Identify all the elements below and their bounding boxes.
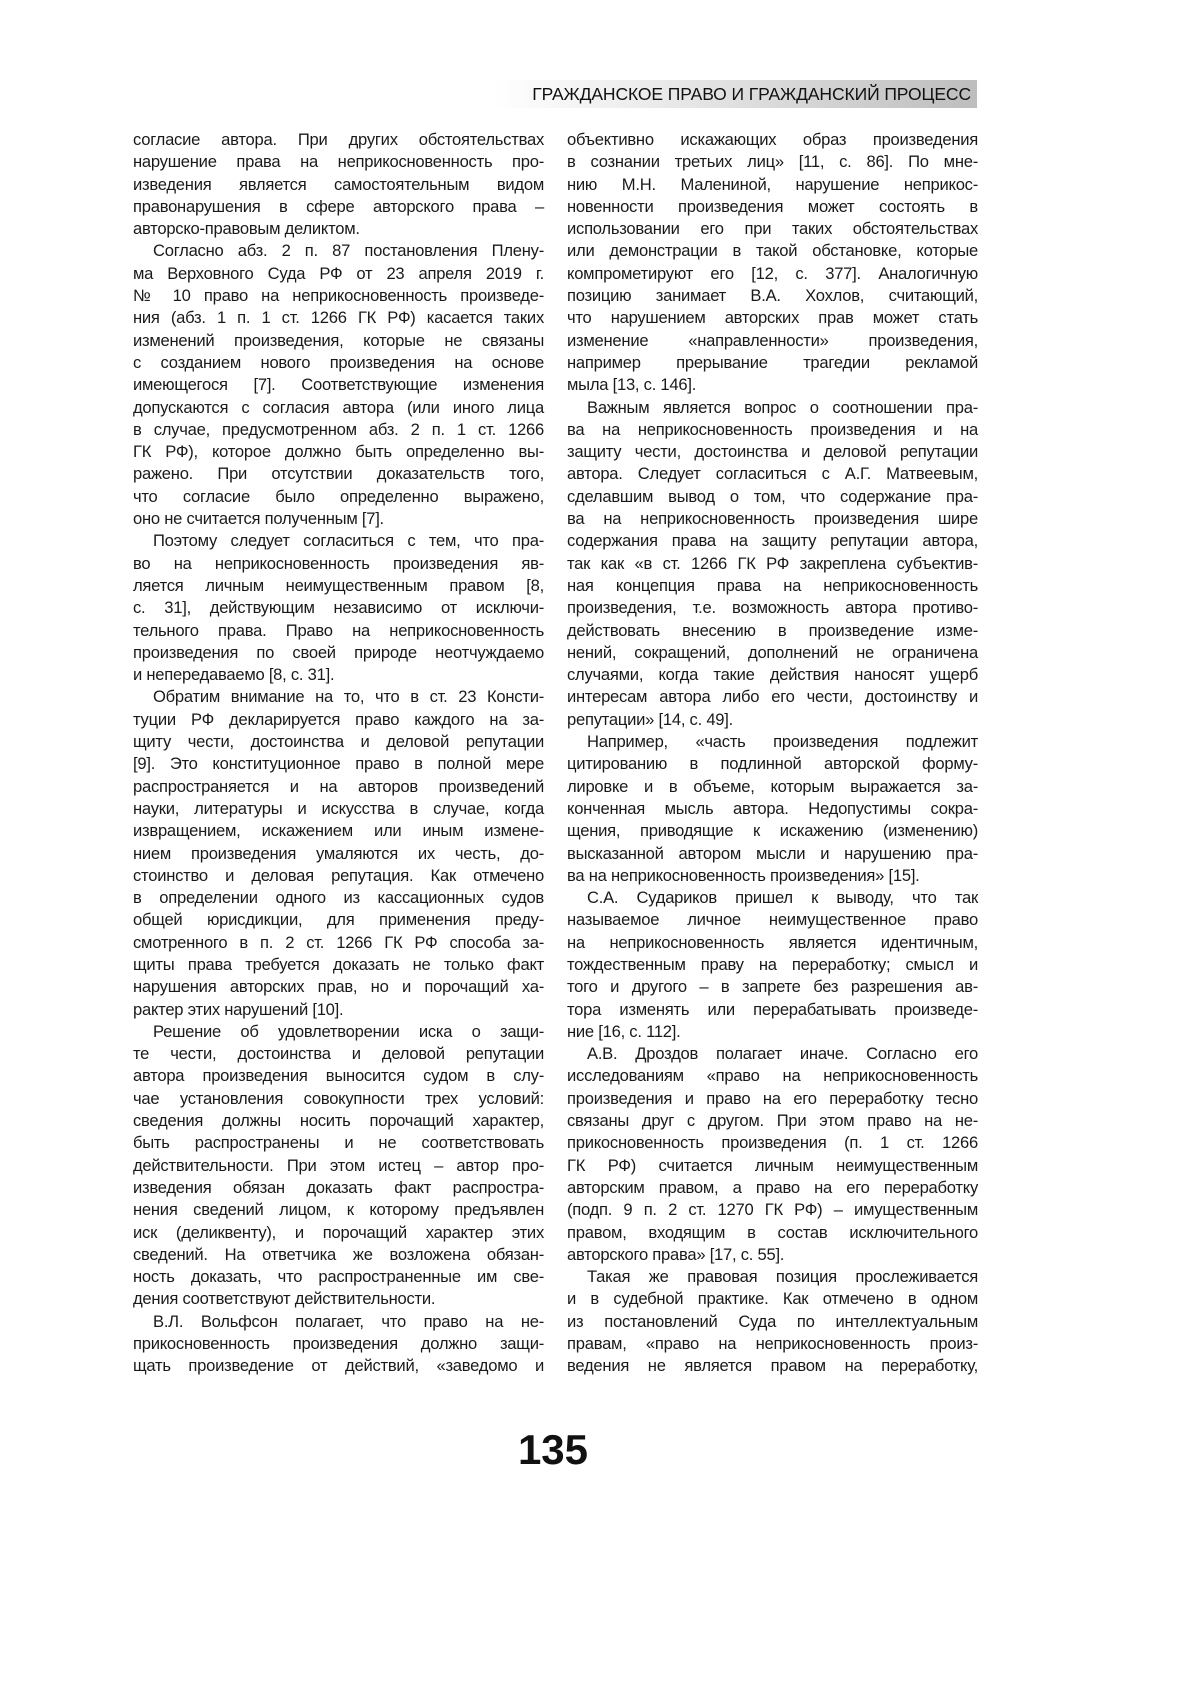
paragraph — [133, 1311, 544, 1378]
text-line: нием произведения умаляются их честь, до- — [133, 843, 544, 865]
text-line: интересам автора либо его чести, достоинству и — [567, 686, 978, 708]
text-line: действовать внесению в произведение изме- — [567, 620, 978, 642]
text-line: того и другого – в запрете без разрешения ав- — [567, 976, 978, 998]
text-line: ние [16, с. 112]. — [567, 1021, 978, 1043]
text-line: ГК РФ), которое должно быть определенно вы- — [133, 441, 544, 463]
text-line: правом, входящим в состав исключительного — [567, 1222, 978, 1244]
text-line: что нарушением авторских прав может стать — [567, 307, 978, 329]
text-line: стоинство и деловая репутация. Как отмечено — [133, 865, 544, 887]
text-line: правам, «право на неприкосновенность произ- — [567, 1333, 978, 1355]
text-line: нию М.Н. Малениной, нарушение неприкос- — [567, 174, 978, 196]
text-line: авторского права» [17, с. 55]. — [567, 1244, 978, 1266]
text-line: изведения является самостоятельным видом — [133, 174, 544, 196]
paragraph — [133, 129, 544, 240]
text-line: рактер этих нарушений [10]. — [133, 999, 544, 1021]
text-line: конченная мысль автора. Недопустимы сокра- — [567, 798, 978, 820]
text-line: ляется личным неимущественным правом [8, — [133, 575, 544, 597]
text-line: общей юрисдикции, для применения преду- — [133, 909, 544, 931]
text-line: в случае, предусмотренном абз. 2 п. 1 ст. 1266 — [133, 419, 544, 441]
text-line: ность доказать, что распространенные им све- — [133, 1266, 544, 1288]
paragraph — [567, 731, 978, 887]
page-number: 135 — [0, 1426, 1106, 1474]
text-column-right — [567, 129, 978, 1378]
text-line: нарушение права на неприкосновенность про- — [133, 151, 544, 173]
text-line: А.В. Дроздов полагает иначе. Согласно его — [567, 1043, 978, 1065]
text-line: нений, сокращений, дополнений не ограничена — [567, 642, 978, 664]
text-line: изменений произведения, которые не связаны — [133, 330, 544, 352]
text-line: произведения по своей природе неотчуждаемо — [133, 642, 544, 664]
text-line: что согласие было определенно выражено, — [133, 486, 544, 508]
text-line: лировке и в объеме, которым выражается за- — [567, 776, 978, 798]
text-line: сведения должны носить порочащий характер, — [133, 1110, 544, 1132]
paragraph — [133, 240, 544, 530]
text-line: или демонстрации в такой обстановке, которые — [567, 240, 978, 262]
text-line: Обратим внимание на то, что в ст. 23 Консти- — [133, 686, 544, 708]
text-line: ма Верховного Суда РФ от 23 апреля 2019 г. — [133, 263, 544, 285]
text-line: в определении одного из кассационных судов — [133, 887, 544, 909]
text-line: сведений. На ответчика же возложена обязан- — [133, 1244, 544, 1266]
section-title: ГРАЖДАНСКОЕ ПРАВО И ГРАЖДАНСКИЙ ПРОЦЕСС — [532, 84, 971, 105]
text-line: автора произведения выносится судом в слу- — [133, 1065, 544, 1087]
text-line: из постановлений Суда по интеллектуальным — [567, 1311, 978, 1333]
text-line: изведения обязан доказать факт распростра- — [133, 1177, 544, 1199]
paragraph — [567, 1266, 978, 1377]
text-line: компрометируют его [12, с. 377]. Аналогичную — [567, 263, 978, 285]
text-line: щиты права требуется доказать не только факт — [133, 954, 544, 976]
paragraph — [567, 887, 978, 1043]
text-line: допускаются с согласия автора (или иного лица — [133, 397, 544, 419]
text-column-left — [133, 129, 544, 1378]
text-line: ведения не является правом на переработку, — [567, 1355, 978, 1377]
text-line: тельного права. Право на неприкосновенность — [133, 620, 544, 642]
text-line: позицию занимает В.А. Хохлов, считающий, — [567, 285, 978, 307]
text-line: и непередаваемо [8, с. 31]. — [133, 664, 544, 686]
text-line: нарушения авторских прав, но и порочащий ха- — [133, 976, 544, 998]
text-line: случаями, когда такие действия наносят ущерб — [567, 664, 978, 686]
text-line: связаны друг с другом. При этом право на не- — [567, 1110, 978, 1132]
text-line: репутации» [14, с. 49]. — [567, 709, 978, 731]
text-line: сделавшим вывод о том, что содержание пра- — [567, 486, 978, 508]
text-line: содержания права на защиту репутации автора, — [567, 530, 978, 552]
text-line: щиту чести, достоинства и деловой репутации — [133, 731, 544, 753]
paragraph — [133, 530, 544, 686]
text-line: нения сведений лицом, к которому предъявлен — [133, 1199, 544, 1221]
text-line: называемое личное неимущественное право — [567, 909, 978, 931]
running-header — [495, 80, 977, 108]
text-line: иск (деликвенту), и порочащий характер этих — [133, 1222, 544, 1244]
text-line: например прерывание трагедии рекламой — [567, 352, 978, 374]
text-line: быть распространены и не соответствовать — [133, 1132, 544, 1154]
text-line: прикосновенность произведения (п. 1 ст. 1266 — [567, 1132, 978, 1154]
text-line: так как «в ст. 1266 ГК РФ закреплена субъектив- — [567, 553, 978, 575]
text-line: правонарушения в сфере авторского права – — [133, 196, 544, 218]
text-line: произведения, т.е. возможность автора противо- — [567, 597, 978, 619]
text-line: мыла [13, с. 146]. — [567, 374, 978, 396]
text-line: с созданием нового произведения на основе — [133, 352, 544, 374]
text-line: тождественным праву на переработку; смысл и — [567, 954, 978, 976]
text-line: С.А. Судариков пришел к выводу, что так — [567, 887, 978, 909]
paragraph — [567, 397, 978, 731]
text-line: туции РФ декларируется право каждого на за- — [133, 709, 544, 731]
text-line: автора. Следует согласиться с А.Г. Матвеевым, — [567, 463, 978, 485]
text-line: щать произведение от действий, «заведомо и — [133, 1355, 544, 1377]
text-line: Согласно абз. 2 п. 87 постановления Плену- — [133, 240, 544, 262]
text-line: новенности произведения может состоять в — [567, 196, 978, 218]
text-line: Важным является вопрос о соотношении пра- — [567, 397, 978, 419]
text-line: ражено. При отсутствии доказательств того, — [133, 463, 544, 485]
text-line: авторским правом, а право на его переработку — [567, 1177, 978, 1199]
text-line: цитированию в подлинной авторской форму- — [567, 753, 978, 775]
text-line: ная концепция права на неприкосновенность — [567, 575, 978, 597]
text-line: чае установления совокупности трех условий: — [133, 1088, 544, 1110]
text-line: объективно искажающих образ произведения — [567, 129, 978, 151]
text-line: Решение об удовлетворении иска о защи- — [133, 1021, 544, 1043]
text-line: авторско-правовым деликтом. — [133, 218, 544, 240]
text-line: изменение «направленности» произведения, — [567, 330, 978, 352]
text-line: (подп. 9 п. 2 ст. 1270 ГК РФ) – имущественным — [567, 1199, 978, 1221]
text-line: в сознании третьих лиц» [11, с. 86]. По мне- — [567, 151, 978, 173]
text-line: тора изменять или перерабатывать произведе- — [567, 999, 978, 1021]
text-line: оно не считается полученным [7]. — [133, 508, 544, 530]
text-line: Поэтому следует согласиться с тем, что пра- — [133, 530, 544, 552]
paragraph — [133, 1021, 544, 1311]
text-line: смотренного в п. 2 ст. 1266 ГК РФ способа за- — [133, 932, 544, 954]
paragraph — [133, 686, 544, 1020]
text-line: Такая же правовая позиция прослеживается — [567, 1266, 978, 1288]
text-line: имеющегося [7]. Соответствующие изменения — [133, 374, 544, 396]
text-line: прикосновенность произведения должно защи- — [133, 1333, 544, 1355]
text-line: ния (абз. 1 п. 1 ст. 1266 ГК РФ) касается таких — [133, 307, 544, 329]
text-line: действительности. При этом истец – автор про- — [133, 1155, 544, 1177]
paragraph — [567, 1043, 978, 1266]
text-line: согласие автора. При других обстоятельствах — [133, 129, 544, 151]
text-line: во на неприкосновенность произведения яв- — [133, 553, 544, 575]
paragraph — [567, 129, 978, 397]
text-line: извращением, искажением или иным измене- — [133, 820, 544, 842]
text-line: с. 31], действующим независимо от исключи- — [133, 597, 544, 619]
text-line: произведения и право на его переработку тесно — [567, 1088, 978, 1110]
text-line: те чести, достоинства и деловой репутации — [133, 1043, 544, 1065]
text-line: [9]. Это конституционное право в полной мере — [133, 753, 544, 775]
text-line: на неприкосновенность является идентичным, — [567, 932, 978, 954]
text-line: исследованиям «право на неприкосновенность — [567, 1065, 978, 1087]
text-line: распространяется и на авторов произведений — [133, 776, 544, 798]
text-line: использовании его при таких обстоятельствах — [567, 218, 978, 240]
text-line: и в судебной практике. Как отмечено в одном — [567, 1288, 978, 1310]
text-line: Например, «часть произведения подлежит — [567, 731, 978, 753]
text-line: щения, приводящие к искажению (изменению) — [567, 820, 978, 842]
text-line: защиту чести, достоинства и деловой репутации — [567, 441, 978, 463]
text-line: № 10 право на неприкосновенность произведе- — [133, 285, 544, 307]
text-line: высказанной автором мысли и нарушению пра- — [567, 843, 978, 865]
text-line: науки, литературы и искусства в случае, когда — [133, 798, 544, 820]
text-line: ГК РФ) считается личным неимущественным — [567, 1155, 978, 1177]
text-line: ва на неприкосновенность произведения шире — [567, 508, 978, 530]
text-line: ва на неприкосновенность произведения» [15]. — [567, 865, 978, 887]
text-line: ва на неприкосновенность произведения и на — [567, 419, 978, 441]
text-line: В.Л. Вольфсон полагает, что право на не- — [133, 1311, 544, 1333]
text-line: дения соответствуют действительности. — [133, 1288, 544, 1310]
